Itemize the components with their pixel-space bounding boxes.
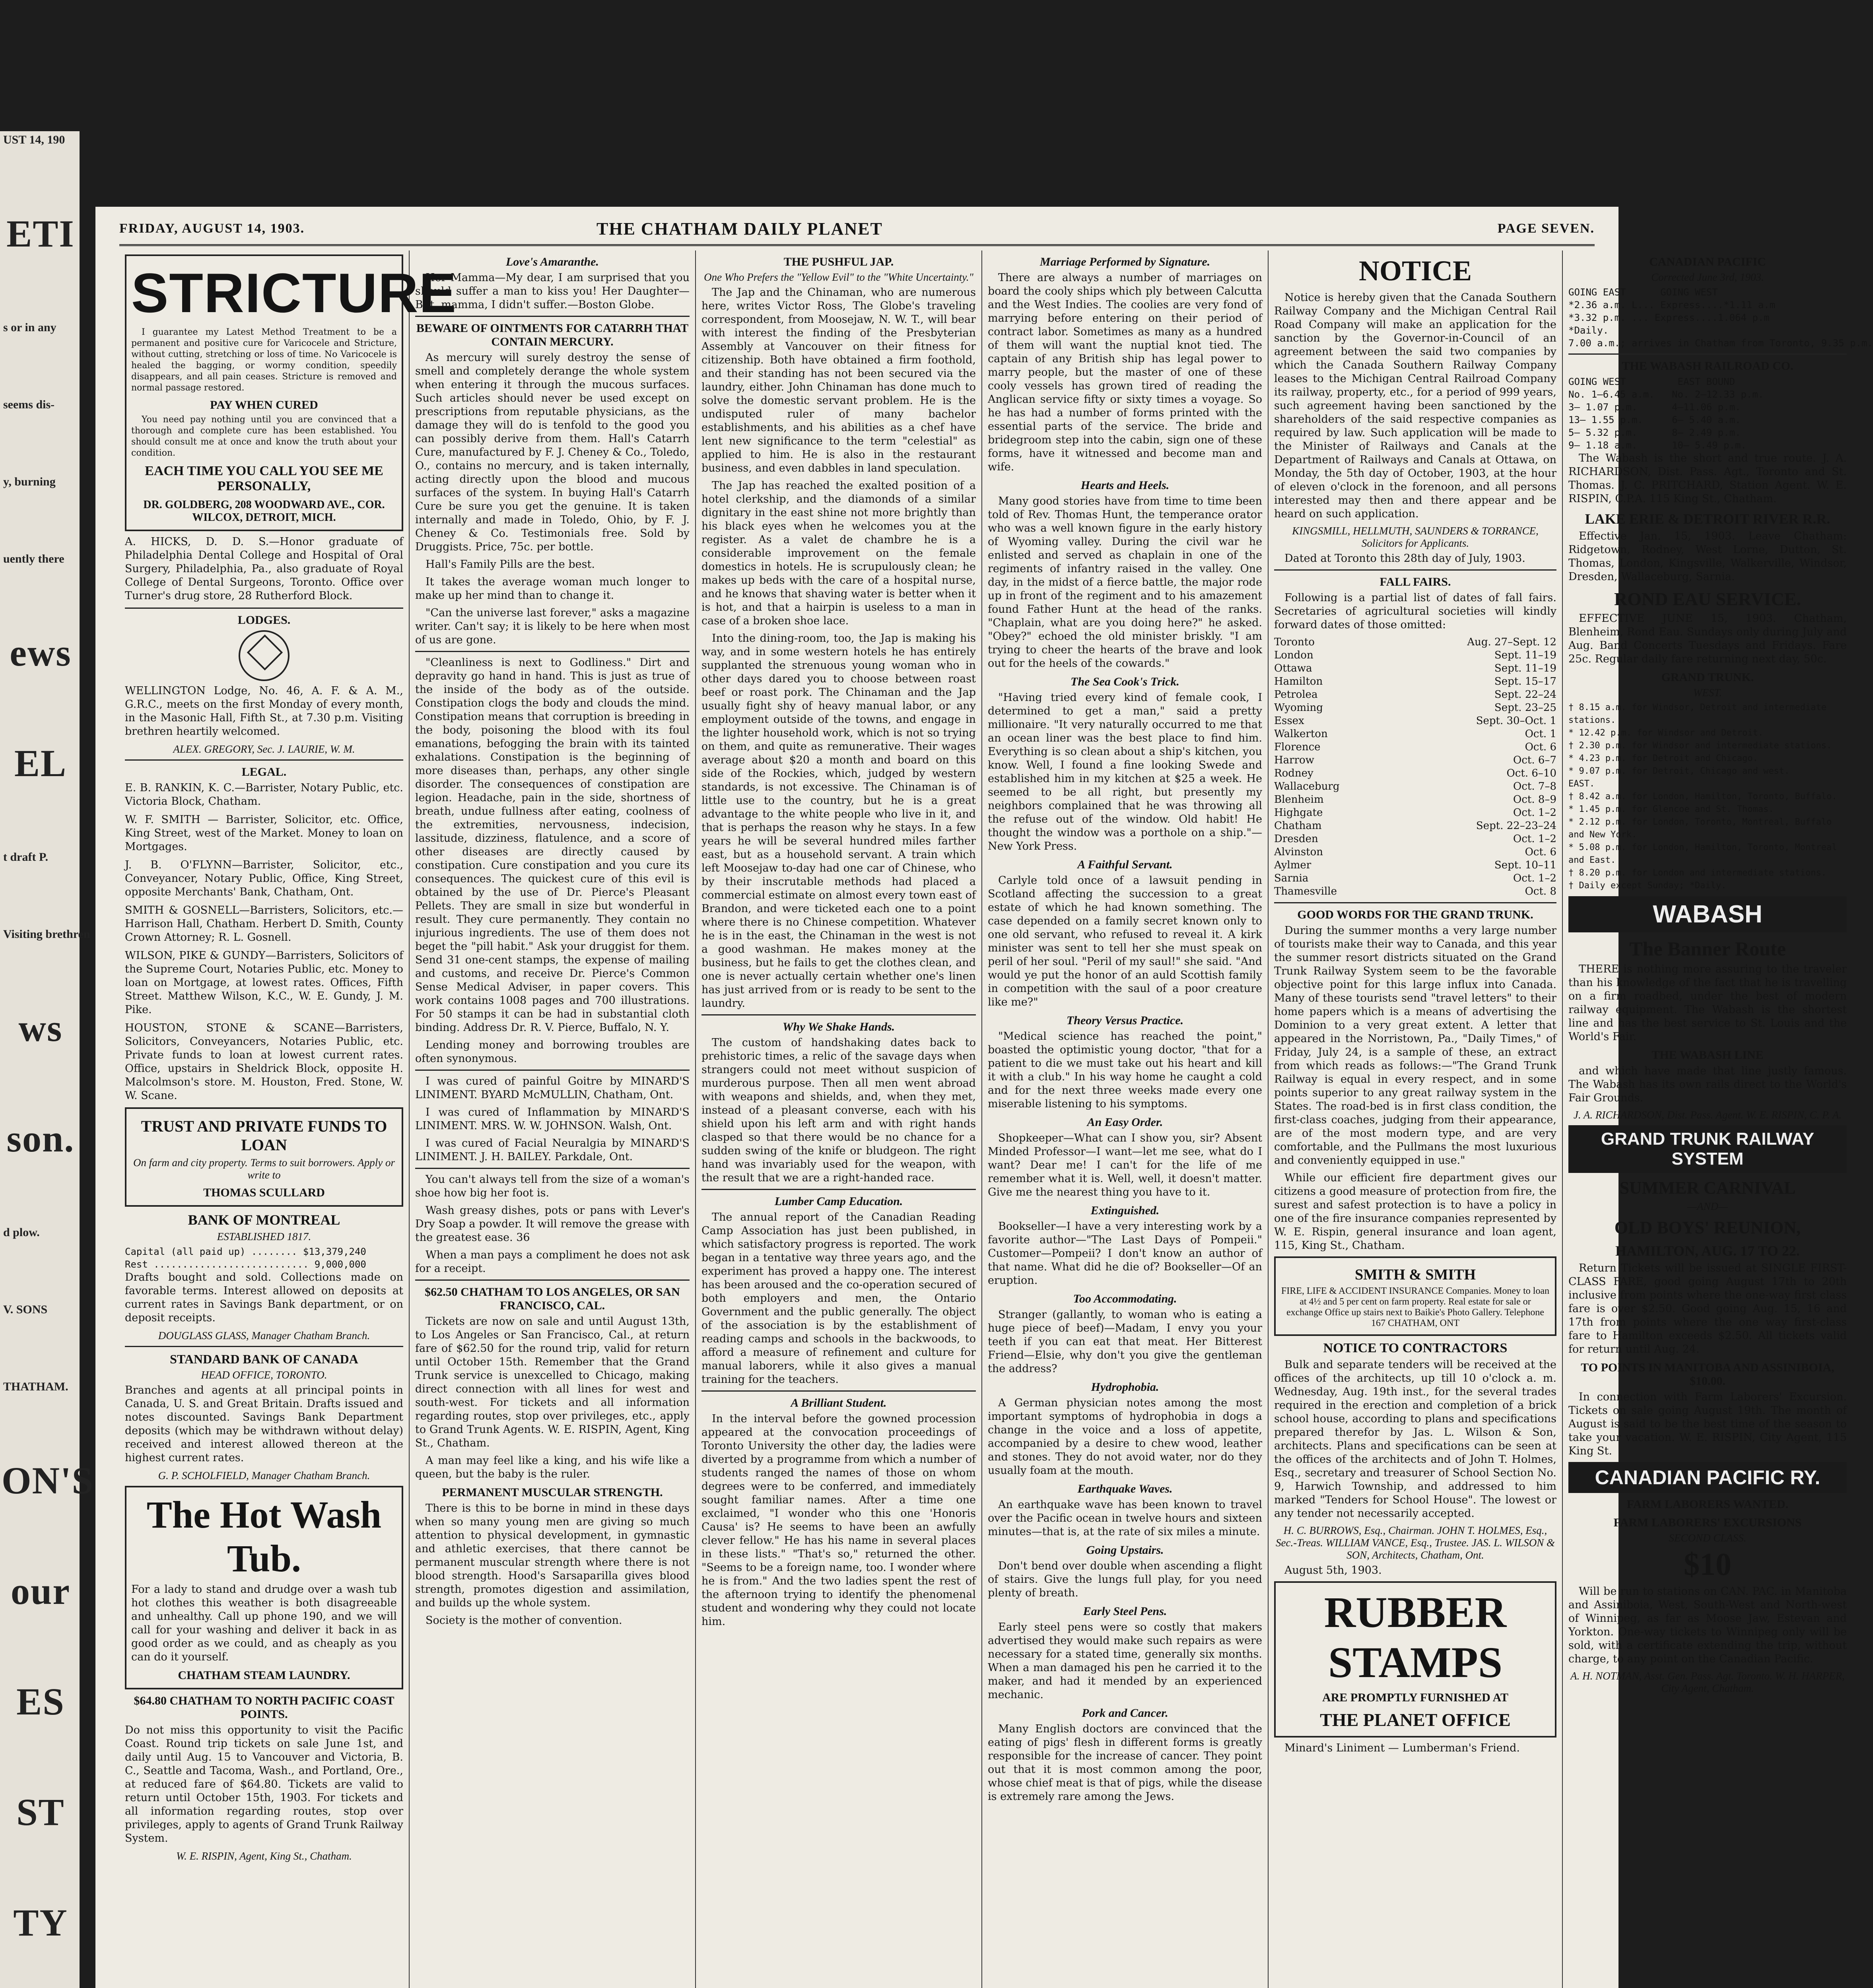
filler-shoe: You can't always tell from the size of a woman's shoe how big her foot is.	[415, 1173, 690, 1199]
carnival-and: —AND—	[1687, 1200, 1728, 1212]
jap-paragraph: Into the dining-room, too, the Jap is making his way, and in some western hotels he has entirely supplanted the strenuous young woman who in other days dared you to choose between roast beef or roast pork. The Chinaman and the Jap usually fight shy of heavy manual labor, or any employment outside of the towns, and engage in the lighter household work, which is not so trying on them, and quite as remunerative. Their wages average about $20 a month and board on this side of the Rockies, which, judged by western standards, is not excessive. The Chinaman is of little use to the country, but he is a great advantage to the white people who live in it, and that is perhaps the reason why he stays. In a few years he will be several hundred miles farther east, but as a household servant. A train which left Moosejaw to-day had one car of Chinese, who by their inscrutable methods had placed a commercial estimate on almost every town east of Brandon, and were ticketed each one to a point where there is no Chinese competition. Whatever he is in the east, the Chinaman in the west is not a good washman. He makes money at the business, but he fails to get the clothes clean, and one is never actually certain whether one's linen has just arrived from or is ready to be sent to the laundry.	[701, 632, 976, 1010]
column-1	[119, 250, 457, 1988]
fair-town: Blenheim	[1274, 794, 1324, 806]
notice-heading: NOTICE	[1358, 255, 1472, 287]
fair-row	[1274, 806, 1556, 819]
rubber-stamps-ad	[1274, 1581, 1556, 1738]
pills-line: Hall's Family Pills are the best.	[426, 558, 595, 571]
legal-heading: LEGAL.	[241, 765, 287, 779]
fair-town: Harrow	[1274, 754, 1314, 766]
cp-timetable: GOING EAST GOING WEST *2.36 a.m. L... Express....*1.11 a.m *3.32 p.m. ... Express....1.064 p.m *Daily. 7.00 a.m.; arrives in Chatham from Toronto, 9.35 p.m.	[1568, 287, 1873, 349]
cp-subheading: Corrected June 3rd, 1903.	[1651, 271, 1764, 283]
smith-heading: SMITH & SMITH	[1354, 1266, 1476, 1283]
filler-woman-mind: It takes the average woman much longer to make up her mind than to change it.	[415, 576, 690, 602]
fair-date: Sept. 23–25	[1494, 702, 1556, 714]
previous-page-fragment: ws	[18, 1007, 63, 1049]
fall-fairs-heading: FALL FAIRS.	[1379, 575, 1451, 588]
fair-date: Sept. 22–23–24	[1476, 820, 1556, 832]
fair-date: Sept. 22–24	[1494, 689, 1556, 701]
minard-lumberman: Minard's Liniment — Lumberman's Friend.	[1284, 1742, 1520, 1754]
filler-society: Society is the mother of convention.	[426, 1614, 622, 1627]
theory-text: "Medical science has reached the point," boasted the optimistic young doctor, "that for a patient to die we must take out his heart and kill it with a club." In his way home he caught a cold and for the next three weeks made every one miserable listening to his symptoms.	[988, 1030, 1262, 1110]
stricture-text: I guarantee my Latest Method Treatment to be a permanent and positive cure for Varicocele and Stricture, without cutting, stretching or loss of time. No Varicocele is healed the bagging, or wormy condition, speedily disappears, and all pain ceases. Stricture is removed and normal passage restored.	[131, 327, 397, 393]
previous-page-fragment: our	[11, 1570, 70, 1612]
marriage-text: There are always a number of marriages on board the cooly ships which ply between Calcutta and the West Indies. The coolies are very fond of marrying before entering on their period of contract labor. Sometimes as many as a hundred of them will want the nuptial knot tied. The captain of any British ship has legal power to marry people, but the master of one of these cooly vessels has grown tired of reading the Anglican service fifty or sixty times a voyage. So he has had a number of forms printed with the essential parts of the service. The bride and bridegroom step into the cabin, sign one of these forms, have it witnessed and become man and wife.	[988, 272, 1262, 473]
fair-row	[1274, 741, 1556, 754]
rond-eau-note: EFFECTIVE JUNE 15, 1903. Chatham, Blenheim, Rond Eau. Sundays only during July and Aug. Band Concerts Tuesdays and Fridays. Fare 25c. Regular daily fare returning next day, 50c.	[1568, 612, 1847, 665]
fair-date: Sept. 10–11	[1494, 859, 1556, 871]
notice-signature: KINGSMILL, HELLMUTH, SAUNDERS & TORRANCE, Solicitors for Applicants.	[1292, 525, 1539, 549]
previous-page-fragment: EL	[14, 742, 67, 784]
hydrophobia-heading: Hydrophobia.	[1091, 1380, 1159, 1394]
fair-town: Wallaceburg	[1274, 780, 1340, 792]
pork-heading: Pork and Cancer.	[1082, 1706, 1168, 1720]
minard-testimonial-3: I was cured of Facial Neuralgia by MINARD'S LINIMENT. J. H. BAILEY. Parkdale, Ont.	[415, 1137, 690, 1163]
bank-established: ESTABLISHED 1817.	[217, 1231, 311, 1242]
smith-insurance-ad	[1274, 1256, 1556, 1336]
wash-tub-ad	[125, 1486, 403, 1689]
lake-erie-note: Effective Jan. 15, 1903. Leave Chatham: Ridgetown, Rodney, West Lorne, Dutton, St. Thomas, London, Kingsville, Walkerville, Windsor, Dresden, Wallaceburg, Sarnia.	[1568, 530, 1847, 583]
previous-page-fragment: seems dis-	[3, 398, 55, 411]
previous-page-fragment: ETI	[6, 212, 75, 255]
fair-date: Oct. 1–2	[1513, 872, 1556, 884]
fair-town: Walkerton	[1274, 728, 1328, 740]
column-6	[1563, 250, 1873, 1988]
fair-town: Toronto	[1274, 636, 1315, 648]
rubber-promptly: ARE PROMPTLY FURNISHED AT	[1322, 1691, 1509, 1704]
wabash-line-heading: THE WABASH LINE	[1652, 1048, 1764, 1062]
previous-page-fragment: ES	[16, 1680, 65, 1723]
cook-text: "Having tried every kind of female cook, I determined to get a man," said a pretty millionaire. "It very naturally occurred to me that an ocean liner was the best place to find him. Everything is so clean about a ship's kitchen, you know. Well, I found a fine looking Swede and established him in my kitchen at $25 a week. He seemed to be all right, but presently my neighbors complained that he was throwing all the refuse out of the window. Old habit! He thought the window was a porthole on a ship."—New York Press.	[988, 691, 1262, 852]
good-words-text: During the summer months a very large number of tourists make their way to Canada, and this year the summer resort districts situated on the Grand Trunk Railway System seem to be the favorable objective point for this large influx into Canada. Many of these tourists send "travel letters" to their home papers which is a means of advertising the Dominion to a very great extent. A letter that appeared in the Norristown, Pa., "Daily Times," of Friday, July 24, is a sample of these, an extract from which reads as follows:—"The Grand Trunk Railway is equal in every respect, and in some points superior to any great railway system in the States. The road-bed is in first class condition, the first-class coaches, judging from their appearance, are of the most modern type, and are very comfortable, and the Pullmans the most luxurious and conveniently equipped in use."	[1274, 924, 1556, 1167]
previous-page-fragment: t draft P.	[3, 850, 49, 864]
funds-agent: THOMAS SCULLARD	[203, 1186, 325, 1199]
ointment-text: As mercury will surely destroy the sense of smell and completely derange the whole system when entering it through the mucous surfaces. Such articles should never be used except on prescriptions from reputable physicians, as the damage they will do is tenfold to the good you can possibly derive from them. Hall's Catarrh Cure, manufactured by F. J. Cheney & Co., Toledo, O., contains no mercury, and is taken internally, acting directly upon the blood and mucous surfaces of the system. In buying Hall's Catarrh Cure be sure you get the genuine. It is taken internally and made in Toledo, Ohio, by F. J. Cheney & Co. Testimonials free. Sold by Druggists. Price, 75c. per bottle.	[415, 351, 690, 553]
order-text: Shopkeeper—What can I show you, sir? Absent Minded Professor—I want—let me see, what do I want? Dear me! I can't for the life of me remember what it is. Well, well, it doesn't matter. Give me the nearest thing you have to it.	[988, 1132, 1262, 1198]
standard-bank-text: Branches and agents at all principal points in Canada, U. S. and Great Britain. Drafts issued and notes discounted. Savings Bank Department deposits (which may be withdrawn without delay) received and interest allowed thereon at the highest current rates.	[125, 1384, 403, 1464]
fair-date: Oct. 1–2	[1513, 833, 1556, 845]
order-heading: An Easy Order.	[1087, 1116, 1163, 1129]
rubber-line: RUBBER	[1324, 1588, 1507, 1637]
funds-ad	[125, 1107, 403, 1207]
fair-row	[1274, 767, 1556, 780]
fair-date: Sept. 11–19	[1494, 662, 1556, 674]
fair-date: Oct. 8	[1525, 885, 1556, 897]
standard-bank-signature: G. P. SCHOLFIELD, Manager Chatham Branch.	[158, 1470, 370, 1481]
fair-row	[1274, 728, 1556, 741]
wabash-timetable: GOING WEST EAST BOUND No. 1—6.45 a.m. No. 2—12.33 p.m. 3— 1.07 p.m. 4—11.06 p.m. 13— 1.55 p.m. 6— 5.40 a.m. 5— 5.32 p.m. 8— 2.49 p.m. 9— 1.18 a.m. 10— 5.49 p.m.	[1568, 376, 1764, 451]
contractors-date: August 5th, 1903.	[1284, 1564, 1382, 1576]
legal-list	[125, 781, 403, 1103]
wabash-line-text: and which have made that line justly famous. The Wabash has its own rails direct to the World's Fair Grounds.	[1568, 1065, 1847, 1104]
funds-heading: TRUST AND PRIVATE FUNDS TO LOAN	[141, 1117, 387, 1154]
fair-row	[1274, 649, 1556, 662]
wabash-line-signature: J. A. RICHARDSON, Dist. Pass. Agent. W. E. RISPIN, C. P. A.	[1573, 1109, 1842, 1121]
stricture-title: STRICTURE	[131, 262, 457, 324]
muscular-heading: PERMANENT MUSCULAR STRENGTH.	[442, 1486, 663, 1499]
fair-town: Dresden	[1274, 833, 1318, 845]
fair-row	[1274, 701, 1556, 714]
fair-town: Ottawa	[1274, 662, 1312, 674]
second-class: SECOND CLASS.	[1669, 1532, 1747, 1544]
previous-page-fragment: ST	[16, 1791, 65, 1833]
grand-trunk-west: WEST.	[1693, 687, 1722, 699]
legal-card: E. B. RANKIN, K. C.—Barrister, Notary Public, etc. Victoria Block, Chatham.	[125, 782, 403, 808]
fair-row	[1274, 714, 1556, 728]
fair-row	[1274, 872, 1556, 885]
hearts-text: Many good stories have from time to time been told of Rev. Thomas Hunt, the temperance orator who was a well known figure in the early history of Wyoming valley. During the civil war he enlisted and served as chaplain in one of the regiments of infantry raised in the valley. One day, in the midst of a fierce battle, the major rode up in front of the regiment and to his amazement found Father Hunt at the head of the ranks. "Chaplain, what are you doing here?" he asked. "Obey?" echoed the old minister briskly. "I am trying to cheer the hearts of the brave and look out for the heels of the cowards."	[988, 495, 1262, 670]
fair-town: Aylmer	[1274, 859, 1311, 871]
see-me-heading: EACH TIME YOU CALL YOU SEE ME PERSONALLY,	[145, 464, 383, 493]
rond-eau-heading: ROND EAU SERVICE.	[1614, 589, 1801, 609]
previous-page-fragment: s or in any	[3, 321, 56, 334]
pork-text: Many English doctors are convinced that the eating of pigs' flesh in different forms is greatly responsible for the increase of cancer. They point out that it is most common among the poor, whose chief meat is that of pigs, while the disease is extremely rare among the Jews.	[988, 1723, 1262, 1803]
contractors-signature: H. C. BURROWS, Esq., Chairman. JOHN T. HOLMES, Esq., Sec.-Treas. WILLIAM VANCE, Esq., Trustee. JAS. L. WILSON & SON, Architects, Chatham, Ont.	[1276, 1524, 1555, 1561]
laundry-name: CHATHAM STEAM LAUNDRY.	[178, 1669, 350, 1682]
carnival-heading: SUMMER CARNIVAL	[1619, 1178, 1796, 1198]
stamps-line: STAMPS	[1328, 1638, 1502, 1687]
fair-row	[1274, 662, 1556, 675]
fair-town: Rodney	[1274, 767, 1313, 779]
wabash-logo: WABASH	[1568, 896, 1847, 932]
cpr-text: Will be run to stations on CAN. PAC. in Manitoba and Assiniboia, West, South-West and North-west of Winnipeg, as far as Moose Jaw, Estevan and Yorkton. One-way tickets to Winnipeg only will be sold, with a certificate extending the trip, without charge, to any point on the Canadian Pacific.	[1568, 1585, 1847, 1665]
pay-text: You need pay nothing until you are convinced that a thorough and complete cure has been established. You should consult me at once and know the truth about your condition.	[131, 415, 397, 458]
legal-card: HOUSTON, STONE & SCANE—Barristers, Solicitors, Conveyancers, Notaries Public, etc. Private funds to loan at lowest current rates. Office, upstairs in Sheldrick Block, opposite H. Malcolmson's store. M. Houston, Fred. Stone, W. W. Scane.	[125, 1022, 403, 1102]
newspaper-page	[95, 207, 1873, 1988]
previous-page-fragment: uently there	[3, 552, 64, 565]
dentist-card: A. HICKS, D. D. S.—Honor graduate of Philadelphia Dental College and Hospital of Oral Surgery, Philadelphia, Pa., also graduate of Royal College of Dental Surgeons, Toronto. Office over Turner's drug store, 28 Rutherford Block.	[125, 536, 403, 602]
masthead-title: THE CHATHAM DAILY PLANET	[596, 219, 883, 239]
grand-trunk-heading: GRAND TRUNK.	[1661, 671, 1754, 684]
filler-compliment: When a man pays a compliment he does not ask for a receipt.	[415, 1249, 690, 1275]
fair-row	[1274, 636, 1556, 649]
planet-office: THE PLANET OFFICE	[1320, 1710, 1511, 1730]
accommodating-text: Stranger (gallantly, to woman who is eating a huge piece of beef)—Madam, I envy you your teeth if you can eat that meat. Her Bitterest Friend—Elsie, why don't you give the gentleman the address?	[988, 1309, 1262, 1375]
fair-town: Petrolea	[1274, 689, 1318, 701]
previous-page-fragment: V. SONS	[3, 1303, 48, 1316]
cook-heading: The Sea Cook's Trick.	[1071, 675, 1179, 688]
wash-tub-title: The Hot Wash Tub.	[146, 1493, 382, 1580]
jap-article	[701, 286, 976, 1010]
grand-trunk-timetable: † 8.15 a.m. for Windsor, Detroit and intermediate stations. * 12.42 p.m. for Windsor and Detroit. † 2.30 p.m. for Windsor and intermediate stations. * 4.23 p.m. for Detroit and Chicago. * 9.07 p.m. for Detroit, Chicago and west. EAST. † 8.42 a.m. for London, Hamilton, Toronto, Buffalo. * 1.45 p.m. for Glencoe and St. Thomas. * 2.12 p.m. for London, Toronto, Montreal, Buffalo and New York. * 5.08 p.m. for London, Hamilton, Toronto, Montreal and East. † 8.20 p.m. for London and intermediate stations. † Daily except Sunday; *Daily.	[1568, 703, 1837, 891]
funds-text: On farm and city property. Terms to suit borrowers. Apply or write to	[133, 1157, 395, 1181]
lodge-signature: ALEX. GREGORY, Sec. J. LAURIE, W. M.	[173, 743, 355, 755]
bank-text: Drafts bought and sold. Collections made on favorable terms. Interest allowed on deposits at current rates in Savings Bank department, or on deposit receipts.	[125, 1271, 403, 1324]
fair-town: Alvinston	[1274, 846, 1323, 858]
smith-text: FIRE, LIFE & ACCIDENT INSURANCE Companies. Money to loan at 4½ and 5 per cent on farm property. Real estate for sale or exchange Office up stairs next to Baikie's Photo Gallery. Telephone 167 CHATHAM, ONT	[1281, 1286, 1550, 1328]
fair-date: Oct. 6	[1525, 846, 1556, 858]
lumber-text: The annual report of the Canadian Reading Camp Association has just been published, in which satisfactory progress is reported. The work began in a tentative way three years ago, and the experiment has proved a happy one. The interest has been aroused and the co-operation secured of both employers and men, the Ontario Government and the public generally. The object of the association is by the establishment of reading camps and schools in the backwoods, to afford a measure of refinement and culture for manual laborers, while it also gives a manual training for the teachers.	[701, 1211, 976, 1386]
previous-page-fragment: y, burning	[3, 475, 56, 488]
contractors-heading: NOTICE TO CONTRACTORS	[1323, 1341, 1508, 1355]
farm-excursions: FARM LABORERS' EXCURSIONS	[1613, 1516, 1802, 1529]
cpr-logo: CANADIAN PACIFIC RY.	[1568, 1462, 1847, 1493]
fair-date: Oct. 1–2	[1513, 807, 1556, 819]
lodge-notice: WELLINGTON Lodge, No. 46, A. F. & A. M., G.R.C., meets on the first Monday of every month, in the Masonic Hall, Fifth St., at 7.30 p.m. Visiting brethren heartily welcomed.	[125, 685, 403, 738]
love-text: Her Mamma—My dear, I am surprised that you should suffer a man to kiss you! Her Daughter—But, mamma, I didn't suffer.—Boston Globe.	[415, 272, 690, 311]
lumber-heading: Lumber Camp Education.	[774, 1195, 903, 1208]
previous-page-fragment: TY	[13, 1901, 68, 1944]
insurance-text: While our efficient fire department gives our citizens a good measure of protection from fire, the surest and safest protection is to have a policy in one of the fire insurance companies represented by W. E. Rispin, general insurance and loan agent, 115, King St., Chatham.	[1274, 1172, 1556, 1252]
fair-town: Highgate	[1274, 807, 1323, 819]
fair-town: Essex	[1274, 715, 1304, 727]
fair-row	[1274, 780, 1556, 793]
stairs-heading: Going Upstairs.	[1086, 1543, 1164, 1557]
ten-dollar-fare: $10	[1684, 1547, 1731, 1582]
fair-row	[1274, 833, 1556, 846]
servant-heading: A Faithful Servant.	[1077, 858, 1173, 871]
pacific-coast-text: Do not miss this opportunity to visit the Pacific Coast. Round trip tickets on sale June 1st, and daily until Aug. 15 to Vancouver and Victoria, B. C., Seattle and Tacoma, Wash., and Portland, Ore., at reduced fare of $64.80. Tickets are valid to return until October 15th, 1903. For tickets and all information regarding routes, stop over privileges, apply to agents of Grand Trunk Railway System.	[125, 1724, 403, 1844]
legal-card: J. B. O'FLYNN—Barrister, Solicitor, etc., Conveyancer, Notary Public, Office, King Street, opposite Merchants' Bank, Chatham, Ont.	[125, 859, 403, 898]
goldberg-address: DR. GOLDBERG, 208 WOODWARD AVE., COR. WILCOX, DETROIT, MICH.	[143, 499, 385, 524]
lodges-heading: LODGES.	[237, 613, 291, 627]
cp-heading: CANADIAN PACIFIC	[1649, 255, 1766, 268]
farm-laborers-wanted: FARM LABORERS WANTED.	[1626, 1498, 1789, 1511]
lake-erie-heading: LAKE ERIE & DETROIT RIVER R.R.	[1585, 511, 1830, 527]
grand-trunk-logo: GRAND TRUNK RAILWAY SYSTEM	[1568, 1125, 1847, 1173]
manitoba-heading: TO POINTS IN MANITOBA AND ASSINIBOIA, $10.00.	[1581, 1361, 1834, 1388]
minard-testimonial-2: I was cured of Inflammation by MINARD'S LINIMENT. MRS. W. W. JOHNSON. Walsh, Ont.	[415, 1106, 690, 1132]
jap-heading: THE PUSHFUL JAP.	[783, 255, 894, 268]
notice-text: Notice is hereby given that the Canada Southern Railway Company and the Michigan Central Rail Road Company will make an application for the sanction by the Governor-in-Council of an agreement between the said two companies by which the Canada Southern Railway Company leases to the Michigan Central Railroad Company its railway, property, etc., for a period of 999 years, such agreement having been sanctioned by the shareholders of the said respective companies as required by law. Such application will be made to the Minister of Railways and Canals at the Department of Railways and Canals at Ottawa, on Monday, the 5th day of October, 1903, at the hour of eleven o'clock in the forenoon, and all persons interested may then and there appear and be heard on such application.	[1274, 291, 1556, 520]
previous-page-fragment: Visiting brethren	[3, 928, 90, 941]
los-angeles-text: Tickets are now on sale and until August 13th, to Los Angeles or San Francisco, Cal., at return fare of $62.50 for the round trip, valid for return until October 15th. Remember that the Grand Trunk service is unexcelled to Chicago, making direct connection with all lines for west and south-west. For tickets and all information regarding routes, stop over privileges, etc., apply to Grand Trunk Agents. W. E. RISPIN, Agent, King St., Chatham.	[415, 1315, 690, 1449]
filler-universe: "Can the universe last forever," asks a magazine writer. Can't say; it is likely to be here when most of us are gone.	[415, 607, 690, 646]
fair-date: Oct. 1	[1525, 728, 1556, 740]
love-heading: Love's Amaranthe.	[506, 255, 599, 268]
bank-rest: Rest ........................... 9,000,000	[125, 1259, 366, 1270]
previous-page-fragment: son.	[6, 1117, 75, 1160]
fair-town: Thamesville	[1274, 885, 1337, 897]
legal-card: WILSON, PIKE & GUNDY—Barristers, Solicitors of the Supreme Court, Notaries Public, etc. Money to loan on Mortgage, at lowest rates. Offices, Fifth Street. Matthew Wilson, K.C., W. E. Gundy, J. M. Pike.	[125, 949, 403, 1016]
student-heading: A Brilliant Student.	[791, 1396, 887, 1409]
earthquake-text: An earthquake wave has been known to travel over the Pacific ocean in twelve hours and sixteen minutes—that is, at the rate of six miles a minute.	[988, 1499, 1262, 1538]
column-4	[982, 250, 1269, 1988]
fair-date: Oct. 7–8	[1513, 780, 1556, 792]
jap-paragraph: The Jap has reached the exalted position of a hotel clerkship, and the diamonds of a similar dignitary in the east shine not more brightly than his black eyes when he welcomes you at the register. As a valet de chambre he is a considerable improvement on the female domestics in hotels. He is scrupulously clean; he makes up beds with the care of a hospital nurse, and he knows that shaving water is better when it is hot, and that a hairpin is useless to a man in case of a broken shoe lace.	[701, 480, 976, 627]
standard-bank-heading: STANDARD BANK OF CANADA	[170, 1352, 358, 1366]
bank-signature: DOUGLASS GLASS, Manager Chatham Branch.	[158, 1330, 370, 1342]
accommodating-heading: Too Accommodating.	[1073, 1292, 1177, 1305]
previous-page-fragment: THATHAM.	[3, 1380, 68, 1393]
fair-date: Aug. 27–Sept. 12	[1467, 636, 1556, 648]
fair-row	[1274, 819, 1556, 833]
previous-page-fragment: ews	[10, 631, 72, 674]
handshake-text: The custom of handshaking dates back to prehistoric times, a relic of the savage days when strangers could not meet without suspicion of murderous purpose. Then all men went abroad with weapons and shields, and, when they met, instead of a pleasant converse, each with his shield upon his left arm and with right hands clasped so that there would be no chance for a sudden swing of the knife or bludgeon. The right hand was invariably used for the weapon, with the result that we are a right-handed race.	[701, 1037, 976, 1184]
fair-date: Oct. 8–9	[1513, 794, 1556, 806]
pens-text: Early steel pens were so costly that makers advertised they would make such repairs as were necessary for a stated time, generally six months. When a man damaged his pen he carried it to the maker, and had it mended by an experienced mechanic.	[988, 1621, 1262, 1701]
old-boys-heading: OLD BOYS' REUNION,	[1614, 1218, 1801, 1237]
fair-row	[1274, 754, 1556, 767]
banner-route: The Banner Route	[1629, 938, 1786, 960]
column-2	[410, 250, 696, 1988]
filler-lending: Lending money and borrowing troubles are often synonymous.	[415, 1039, 690, 1065]
fair-row	[1274, 859, 1556, 872]
fair-town: Chatham	[1274, 820, 1322, 832]
fair-town: Sarnia	[1274, 872, 1309, 884]
page-header	[119, 219, 1595, 246]
wabash-rr-heading: THE WABASH RAILROAD CO.	[1622, 359, 1793, 373]
masonic-emblem-icon	[239, 630, 289, 681]
fair-date: Oct. 6–10	[1506, 767, 1556, 779]
fair-date: Sept. 30–Oct. 1	[1476, 715, 1556, 727]
fair-date: Sept. 11–19	[1494, 649, 1556, 661]
fair-town: Hamilton	[1274, 676, 1323, 687]
fall-fairs-list	[1274, 636, 1556, 898]
bank-montreal-heading: BANK OF MONTREAL	[188, 1212, 340, 1228]
fair-row	[1274, 688, 1556, 701]
earthquake-heading: Earthquake Waves.	[1077, 1482, 1173, 1495]
jap-subheading: One Who Prefers the "Yellow Evil" to the "White Uncertainty."	[704, 271, 973, 283]
theory-heading: Theory Versus Practice.	[1066, 1014, 1184, 1027]
legal-card: SMITH & GOSNELL—Barristers, Solicitors, etc.—Harrison Hall, Chatham. Herbert D. Smith, County Crown Attorney; R. L. Gosnell.	[125, 904, 403, 944]
pacific-coast-heading: $64.80 CHATHAM TO NORTH PACIFIC COAST POINTS.	[134, 1694, 394, 1721]
column-5	[1269, 250, 1563, 1988]
wabash-note: The Wabash is the short and true route. J. A. RICHARDSON, Dist. Pass. Agt., Toronto and St. Thomas. J. C. PRITCHARD, Station Agent. W. E. RISPIN, C.P.A. 115 King St., Chatham.	[1568, 452, 1847, 505]
fair-town: Florence	[1274, 741, 1321, 753]
fair-row	[1274, 675, 1556, 688]
previous-page-fragment: d plow.	[3, 1226, 40, 1239]
standard-bank-office: HEAD OFFICE, TORONTO.	[201, 1369, 327, 1381]
cleanliness-ad: "Cleanliness is next to Godliness." Dirt and depravity go hand in hand. This is just as true of the inside of the body as of the outside. Constipation clogs the body and clouds the mind. Constipation means that corruption is breeding in the body, poisoning the blood with its foul emanations, befogging the brain with its tainted exhalations. Constipation is the beginning of more diseases than, perhaps, any other single disorder. The consequences of constipation are legion. Headache, pain in the side, shortness of breath, undue fullness after eating, coolness of the extremities, nervousness, indecision, lassitude, dizziness, flatulence, and a score of other diseases are directly caused by constipation. Cure constipation and you cure its consequences. The quickest cure of this evil is obtained by the use of Dr. Pierce's Pleasant Pellets. They are small in size but wonderful in result. They cure permanently. They contain no injurious ingredients. The use of them does not beget the "pill habit." Ask your druggist for them. Send 31 one-cent stamps, the expense of mailing and customs, and receive Dr. Pierce's Common Sense Medical Adviser, in paper covers. This work contains 1008 pages and 700 illustrations. For 50 stamps it can be had in substantial cloth binding. Address Dr. R. V. Pierce, Buffalo, N. Y.	[415, 656, 690, 1034]
header-date: FRIDAY, AUGUST 14, 1903.	[119, 221, 305, 236]
page-number: PAGE SEVEN.	[1497, 221, 1595, 236]
previous-page-edge	[0, 131, 94, 1988]
fall-fairs-intro: Following is a partial list of dates of fall fairs. Secretaries of agricultural societies will kindly forward dates of those omitted:	[1274, 592, 1556, 631]
fair-row	[1274, 793, 1556, 806]
notice-date: Dated at Toronto this 28th day of July, 1903.	[1284, 552, 1525, 565]
previous-page-fragment: UST 14, 190	[3, 133, 65, 146]
cpr-signature: A. H. NOTMAN, Asst. Gen. Pass. Agt. Toronto. W. H. HARPER, City Agent, Chatham.	[1570, 1670, 1845, 1694]
extinguished-text: Bookseller—I have a very interesting work by a favorite author—"The Last Days of Pompeii." Customer—Pompeii? I don't know an author of that name. What did he die of? Bookseller—Of an eruption.	[988, 1220, 1262, 1287]
muscular-text: There is this to be borne in mind in these days when so many young men are giving so much attention to physical development, in gymnastic and athletic exercises, that there cannot be permanent muscular strength where there is not blood strength. Hood's Sarsaparilla gives blood strength, promotes digestion and assimilation, and builds up the whole system.	[415, 1502, 690, 1609]
wash-tub-text: For a lady to stand and drudge over a wash tub hot clothes this weather is both disagreeable and unhealthy. Call up phone 190, and we will call for your washing and deliver it back in as good order as we could, and as cheaply as you can do it yourself.	[131, 1583, 397, 1663]
hearts-heading: Hearts and Heels.	[1080, 479, 1170, 492]
fair-row	[1274, 885, 1556, 898]
pay-when-cured: PAY WHEN CURED	[210, 398, 318, 412]
fair-town: London	[1274, 649, 1313, 661]
student-text: In the interval before the gowned procession appeared at the convocation proceedings of Toronto University the other day, the ladies were diverted by a programme from which a number of students ranged the names of those on whom degrees were to be conferred, and immediately sought familiar names. After a time one exclaimed, "I wonder who this one 'Honoris Causa' is? He seems to have been an awfully clever fellow." He has his name in several places in these lists." "That's so," returned the other. "Seems to be a foreign name, too. I wonder where he is from." And the two ladies spent the rest of the afternoon trying to identify the phenomenal student and wondering why they could not locate him.	[701, 1413, 976, 1628]
marriage-heading: Marriage Performed by Signature.	[1039, 255, 1210, 268]
servant-text: Carlyle told once of a lawsuit pending in Scotland affecting the succession to a great estate of which he had known something. The case depended on a family secret known only to one old servant, who refused to reveal it. A kirk minister was sent to tell her she must speak on peril of her soul. "Peril of my saul!" she said. "And would ye put the honor of an auld Scottish family in competition with the saul of a poor creature like me?"	[988, 874, 1262, 1008]
stairs-text: Don't bend over double when ascending a flight of stairs. Give the lungs full play, for you need plenty of breath.	[988, 1560, 1262, 1599]
minard-testimonial-1: I was cured of painful Goitre by MINARD'S LINIMENT. BYARD McMULLIN, Chatham, Ont.	[415, 1075, 690, 1101]
fair-date: Oct. 6	[1525, 741, 1556, 753]
contractors-text: Bulk and separate tenders will be received at the offices of the architects, up till 10 o'clock a. m. Wednesday, Aug. 19th inst., for the several trades required in the erection and completion of a brick school house, according to plans and specifications prepared therefor by Jas. L. Wilson & Son, architects. Plans and specifications can be seen at the offices of the architects and of John T. Holmes, Esq., secretary and treasurer of School Section No. 9, Harwich Township, and addressed to him marked "Tenders for School House". The lowest or any tender not necessarily accepted.	[1274, 1359, 1556, 1520]
stricture-ad	[125, 254, 457, 531]
fair-row	[1274, 846, 1556, 859]
hydrophobia-text: A German physician notes among the most important symptoms of hydrophobia in dogs a change in the voice and a loss of appetite, accompanied by a desire to chew wood, leather and stones. They do not avoid water, nor do they usually foam at the mouth.	[988, 1397, 1262, 1477]
handshake-heading: Why We Shake Hands.	[782, 1020, 895, 1033]
filler-soap: Wash greasy dishes, pots or pans with Lever's Dry Soap a powder. It will remove the grease with the greatest ease. 36	[415, 1204, 690, 1244]
previous-page-fragment: ON'S	[2, 1459, 94, 1502]
carnival-text: Return Tickets will be issued at SINGLE FIRST-CLASS FARE, good going August 17th to 20th inclusive from points where the one-way first class fare is over $2.50. Good going Aug. 15, 16 and 17th from points where the one way first-class fare to Hamilton exceeds $2.50. All tickets valid for return until Aug. 24.	[1568, 1262, 1847, 1355]
bank-capital: Capital (all paid up) ........ $13,379,240	[125, 1246, 366, 1257]
pens-heading: Early Steel Pens.	[1083, 1605, 1167, 1618]
column-3	[696, 250, 982, 1988]
good-words-heading: GOOD WORDS FOR THE GRAND TRUNK.	[1297, 908, 1533, 921]
fair-date: Sept. 15–17	[1494, 676, 1556, 687]
legal-card: W. F. SMITH — Barrister, Solicitor, etc. Office, King Street, west of the Market. Money to loan on Mortgages.	[125, 813, 403, 853]
manitoba-text: In connection with Farm Laborers' Excursion. Tickets on sale going August 19th. The month of August is said to be the best time of the season to take your vacation. W. E. RISPIN, City Agent, 115 King St.	[1568, 1391, 1847, 1457]
ointment-heading: BEWARE OF OINTMENTS FOR CATARRH THAT CONTAIN MERCURY.	[416, 322, 689, 348]
fair-town: Wyoming	[1274, 702, 1323, 714]
filler-king: A man may feel like a king, and his wife like a queen, but the baby is the ruler.	[415, 1454, 690, 1480]
extinguished-heading: Extinguished.	[1090, 1204, 1160, 1217]
los-angeles-heading: $62.50 CHATHAM TO LOS ANGELES, OR SAN FRANCISCO, CAL.	[425, 1285, 680, 1312]
banner-text: THERE is nothing more assuring to the traveler than his knowledge of the fact that he is travelling on a firm roadbed, under the best of modern railway equipment. The Wabash is the shortest line and has the best service to St. Louis and the World's Fair.	[1568, 963, 1847, 1043]
jap-paragraph: The Jap and the Chinaman, who are numerous here, writes Victor Ross, The Globe's traveling correspondent, from Moosejaw, N. W. T., will bear with interest the finding of the Presbyterian Assembly at Vancouver on their fitness for citizenship. Both have obtained a firm foothold, and their standing has not been secured via the laundry, either. John Chinaman has done much to solve the domestic servant problem. He is the undisputed ruler of many bachelor establishments, and his abilities as a chef have lent new significance to the term "celestial" as applied to him. He is also in the restaurant business, and even dabbles in land speculation.	[701, 286, 976, 474]
hamilton-dates: HAMILTON, AUG. 17 TO 22.	[1615, 1243, 1800, 1259]
fair-date: Oct. 6–7	[1513, 754, 1556, 766]
pacific-coast-signature: W. E. RISPIN, Agent, King St., Chatham.	[176, 1850, 352, 1862]
